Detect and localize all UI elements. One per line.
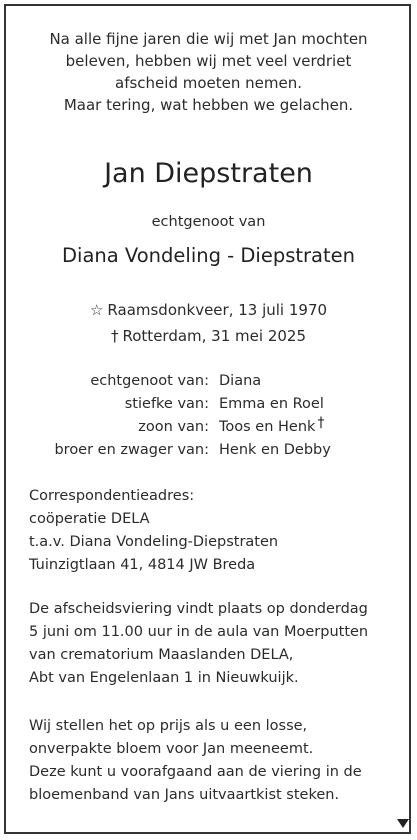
ceremony-line: Abt van Engelenlaan 1 in Nieuwkuijk.	[29, 670, 299, 686]
ceremony-line: van crematorium Maaslanden DELA,	[29, 647, 294, 663]
relations-labels	[54, 370, 209, 462]
relation-value-row	[219, 416, 331, 439]
address-line: Correspondentieadres:	[29, 488, 195, 504]
spouse-name: Diana Vondeling - Diepstraten	[62, 244, 355, 267]
relation-label: zoon van:	[138, 419, 209, 435]
star-icon: ☆	[89, 301, 104, 319]
birth-text: Raamsdonkveer, 13 juli 1970	[107, 301, 328, 319]
address-line: t.a.v. Diana Vondeling-Diepstraten	[29, 534, 279, 550]
relation-value: Diana	[219, 373, 262, 389]
relation-value: Emma en Roel	[219, 396, 324, 412]
birth-line	[0, 297, 417, 323]
flowers-info	[29, 715, 399, 807]
relation-value: Toos en Henk	[219, 419, 316, 435]
ceremony-line: 5 juni om 11.00 uur in de aula van Moerputten	[29, 624, 369, 640]
intro-line: Maar tering, wat hebben we gelachen.	[63, 96, 354, 114]
death-text: Rotterdam, 31 mei 2025	[122, 327, 306, 345]
correspondence-address	[29, 485, 399, 577]
spouse-of-label: echtgenoot van	[151, 214, 266, 230]
intro-line: beleven, hebben wij met veel verdriet	[65, 52, 352, 70]
address-line: Tuinzigtlaan 41, 4814 JW Breda	[29, 557, 256, 573]
flowers-line: Wij stellen het op prijs als u een losse,	[29, 718, 308, 734]
flowers-line: bloemenband van Jans uitvaartkist steken.	[29, 787, 340, 803]
relation-label: echtgenoot van:	[90, 373, 209, 389]
ceremony-line: De afscheidsviering vindt plaats op donderdag	[29, 601, 368, 617]
ceremony-info	[29, 598, 399, 690]
corner-arrow-icon	[397, 819, 409, 828]
deceased-name: Jan Diepstraten	[104, 158, 313, 189]
flowers-line: onverpakte bloem voor Jan meeneemt.	[29, 741, 314, 757]
cross-icon: †	[317, 415, 325, 431]
relations-values	[219, 370, 331, 462]
flowers-line: Deze kunt u voorafgaand aan de viering in de	[29, 764, 362, 780]
relation-label: stiefke van:	[124, 396, 209, 412]
intro-text	[0, 28, 417, 116]
relation-label: broer en zwager van:	[54, 442, 209, 458]
death-line	[0, 323, 417, 349]
intro-line: afscheid moeten nemen.	[115, 74, 302, 92]
intro-line: Na alle fijne jaren die wij met Jan mochten	[49, 30, 368, 48]
life-dates	[0, 297, 417, 349]
address-line: coöperatie DELA	[29, 511, 150, 527]
relation-value: Henk en Debby	[219, 442, 331, 458]
cross-icon: †	[111, 327, 119, 345]
